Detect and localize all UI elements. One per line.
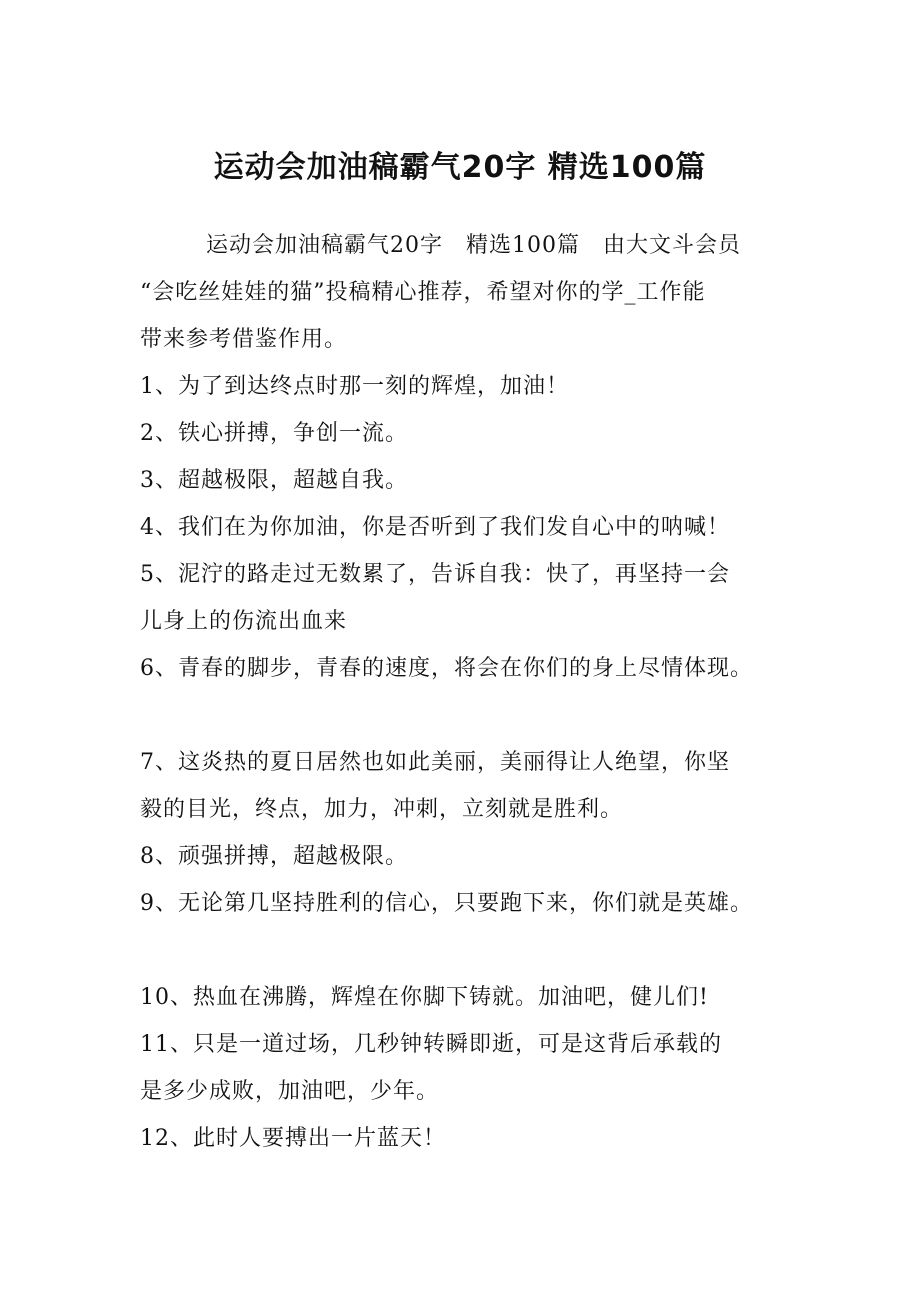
list-item: 1、为了到达终点时那一刻的辉煌，加油！ xyxy=(140,374,569,399)
list-item: 5、泥泞的路走过无数累了，告诉自我：快了，再坚持一会 xyxy=(140,562,730,587)
list-item: 4、我们在为你加油，你是否听到了我们发自心中的呐喊！ xyxy=(140,515,730,540)
list-item-continuation: 是多少成败，加油吧，少年。 xyxy=(140,1079,440,1104)
list-item: 10、热血在沸腾，辉煌在你脚下铸就。加油吧，健儿们! xyxy=(140,985,709,1010)
blank-line xyxy=(140,692,800,739)
list-item-continuation: 毅的目光，终点，加力，冲刺，立刻就是胜利。 xyxy=(140,797,624,822)
list-item: 3、超越极限，超越自我。 xyxy=(140,468,408,493)
intro-line-2: “会吃丝娃娃的猫”投稿精心推荐，希望对你的学_工作能 xyxy=(140,280,706,305)
list-item: 6、青春的脚步，青春的速度，将会在你们的身上尽情体现。 xyxy=(140,656,753,681)
list-item: 2、铁心拼搏，争创一流。 xyxy=(140,421,408,446)
document-title: 运动会加油稿霸气20字 精选100篇 xyxy=(213,150,707,185)
list-item: 12、此时人要搏出一片蓝天！ xyxy=(140,1126,446,1151)
intro-line-3: 带来参考借鉴作用。 xyxy=(140,327,348,352)
list-item-continuation: 儿身上的伤流出血来 xyxy=(140,609,348,634)
document-body xyxy=(140,222,800,1162)
intro-line-1: 运动会加油稿霸气20字 精选100篇 由大文斗会员 xyxy=(206,233,741,258)
blank-line xyxy=(140,927,800,974)
list-item: 7、这炎热的夏日居然也如此美丽，美丽得让人绝望，你坚 xyxy=(140,750,730,775)
list-item: 8、顽强拼搏，超越极限。 xyxy=(140,844,408,869)
list-item: 9、无论第几坚持胜利的信心，只要跑下来，你们就是英雄。 xyxy=(140,891,753,916)
list-item: 11、只是一道过场，几秒钟转瞬即逝，可是这背后承载的 xyxy=(140,1032,722,1057)
